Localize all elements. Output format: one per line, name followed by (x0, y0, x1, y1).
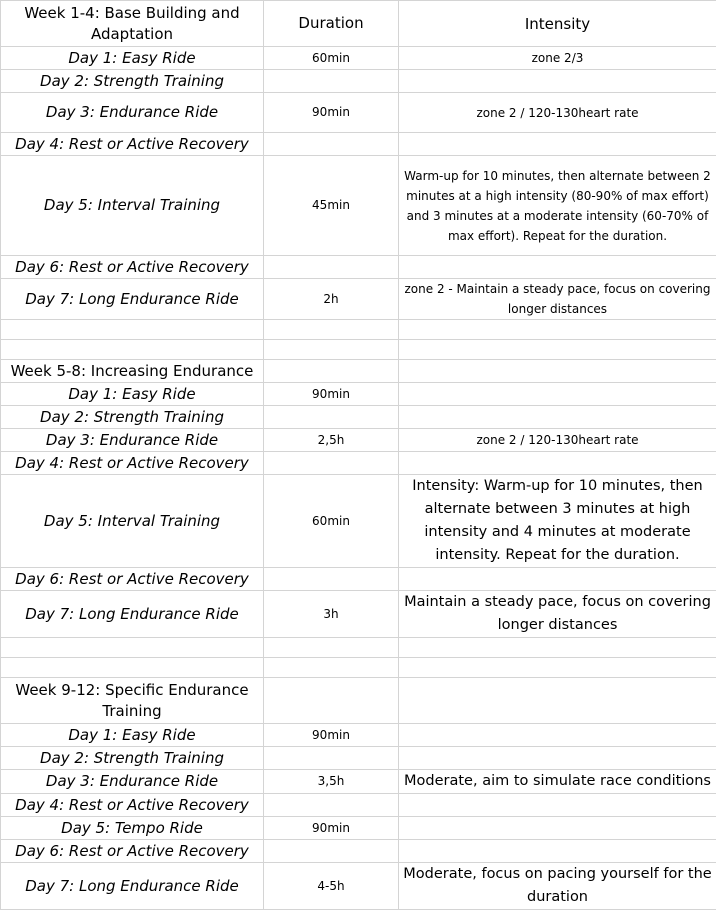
spacer-row (1, 658, 716, 678)
duration-cell (264, 256, 399, 279)
table-row (1, 817, 716, 840)
table-row (1, 452, 716, 475)
table-row (1, 724, 716, 747)
table-row (1, 406, 716, 429)
day-label: Day 7: Long Endurance Ride (1, 279, 264, 320)
table-row (1, 93, 716, 133)
week-header-row (1, 678, 716, 724)
duration-cell: 90min (264, 724, 399, 747)
training-plan-body (1, 1, 716, 910)
duration-cell: 90min (264, 93, 399, 133)
table-row (1, 47, 716, 70)
duration-cell (264, 70, 399, 93)
intensity-cell: zone 2 / 120-130heart rate (399, 429, 716, 452)
intensity-cell (399, 794, 716, 817)
week-header-row (1, 360, 716, 383)
intensity-cell: Intensity: Warm-up for 10 minutes, then alternate between 3 minutes at high intensity and 4 minutes at moderate intensity. Repeat for the duration. (399, 475, 716, 568)
week-title: Week 5-8: Increasing Endurance (1, 360, 264, 383)
intensity-cell: Warm-up for 10 minutes, then alternate between 2 minutes at a high intensity (80-90% of max effort) and 3 minutes at a moderate intensity (60-70% of max effort). Repeat for the duration. (399, 156, 716, 256)
day-label: Day 6: Rest or Active Recovery (1, 568, 264, 591)
week-header-row (1, 1, 716, 47)
duration-cell (264, 747, 399, 770)
duration-cell (264, 678, 399, 724)
spacer-row (1, 320, 716, 340)
intensity-cell (399, 406, 716, 429)
table-row (1, 863, 716, 910)
duration-cell (264, 406, 399, 429)
intensity-cell (399, 383, 716, 406)
duration-cell (264, 658, 399, 678)
intensity-cell (399, 256, 716, 279)
day-label: Day 7: Long Endurance Ride (1, 591, 264, 638)
duration-cell: 60min (264, 47, 399, 70)
table-row (1, 747, 716, 770)
intensity-cell (399, 320, 716, 340)
intensity-cell (399, 658, 716, 678)
empty-cell (1, 340, 264, 360)
duration-cell (264, 360, 399, 383)
table-row (1, 279, 716, 320)
day-label: Day 3: Endurance Ride (1, 93, 264, 133)
day-label: Day 3: Endurance Ride (1, 429, 264, 452)
intensity-cell: Moderate, aim to simulate race conditions (399, 770, 716, 794)
day-label: Day 5: Tempo Ride (1, 817, 264, 840)
duration-cell: 4-5h (264, 863, 399, 910)
table-row (1, 770, 716, 794)
table-row (1, 568, 716, 591)
day-label: Day 1: Easy Ride (1, 724, 264, 747)
duration-cell: 60min (264, 475, 399, 568)
intensity-cell (399, 360, 716, 383)
intensity-cell (399, 724, 716, 747)
day-label: Day 2: Strength Training (1, 70, 264, 93)
day-label: Day 1: Easy Ride (1, 383, 264, 406)
table-row (1, 591, 716, 638)
intensity-cell (399, 70, 716, 93)
intensity-header: Intensity (399, 1, 716, 47)
day-label: Day 3: Endurance Ride (1, 770, 264, 794)
duration-cell: 2h (264, 279, 399, 320)
table-row (1, 475, 716, 568)
day-label: Day 2: Strength Training (1, 747, 264, 770)
intensity-cell (399, 568, 716, 591)
duration-cell (264, 133, 399, 156)
table-row (1, 383, 716, 406)
intensity-cell (399, 452, 716, 475)
day-label: Day 6: Rest or Active Recovery (1, 256, 264, 279)
day-label: Day 4: Rest or Active Recovery (1, 133, 264, 156)
spacer-row (1, 340, 716, 360)
table-row (1, 133, 716, 156)
day-label: Day 6: Rest or Active Recovery (1, 840, 264, 863)
week-title: Week 1-4: Base Building and Adaptation (1, 1, 264, 47)
duration-cell (264, 452, 399, 475)
intensity-cell (399, 817, 716, 840)
empty-cell (1, 320, 264, 340)
duration-cell (264, 840, 399, 863)
table-row (1, 794, 716, 817)
table-row (1, 840, 716, 863)
table-row (1, 156, 716, 256)
intensity-cell: zone 2 - Maintain a steady pace, focus on covering longer distances (399, 279, 716, 320)
duration-cell: 3,5h (264, 770, 399, 794)
intensity-cell (399, 678, 716, 724)
duration-cell: 45min (264, 156, 399, 256)
empty-cell (1, 638, 264, 658)
table-row (1, 70, 716, 93)
intensity-cell (399, 340, 716, 360)
intensity-cell (399, 638, 716, 658)
spacer-row (1, 638, 716, 658)
duration-cell: 90min (264, 817, 399, 840)
day-label: Day 4: Rest or Active Recovery (1, 452, 264, 475)
table-row (1, 429, 716, 452)
intensity-cell: Maintain a steady pace, focus on covering longer distances (399, 591, 716, 638)
day-label: Day 4: Rest or Active Recovery (1, 794, 264, 817)
intensity-cell: zone 2 / 120-130heart rate (399, 93, 716, 133)
duration-cell: 90min (264, 383, 399, 406)
intensity-cell: Moderate, focus on pacing yourself for the duration (399, 863, 716, 910)
intensity-cell (399, 133, 716, 156)
day-label: Day 1: Easy Ride (1, 47, 264, 70)
duration-header: Duration (264, 1, 399, 47)
duration-cell (264, 320, 399, 340)
intensity-cell (399, 747, 716, 770)
table-row (1, 256, 716, 279)
day-label: Day 2: Strength Training (1, 406, 264, 429)
day-label: Day 5: Interval Training (1, 475, 264, 568)
duration-cell (264, 568, 399, 591)
day-label: Day 5: Interval Training (1, 156, 264, 256)
duration-cell: 3h (264, 591, 399, 638)
intensity-cell (399, 840, 716, 863)
duration-cell (264, 340, 399, 360)
duration-cell (264, 638, 399, 658)
empty-cell (1, 658, 264, 678)
week-title: Week 9-12: Specific Endurance Training (1, 678, 264, 724)
day-label: Day 7: Long Endurance Ride (1, 863, 264, 910)
duration-cell: 2,5h (264, 429, 399, 452)
intensity-cell: zone 2/3 (399, 47, 716, 70)
duration-cell (264, 794, 399, 817)
